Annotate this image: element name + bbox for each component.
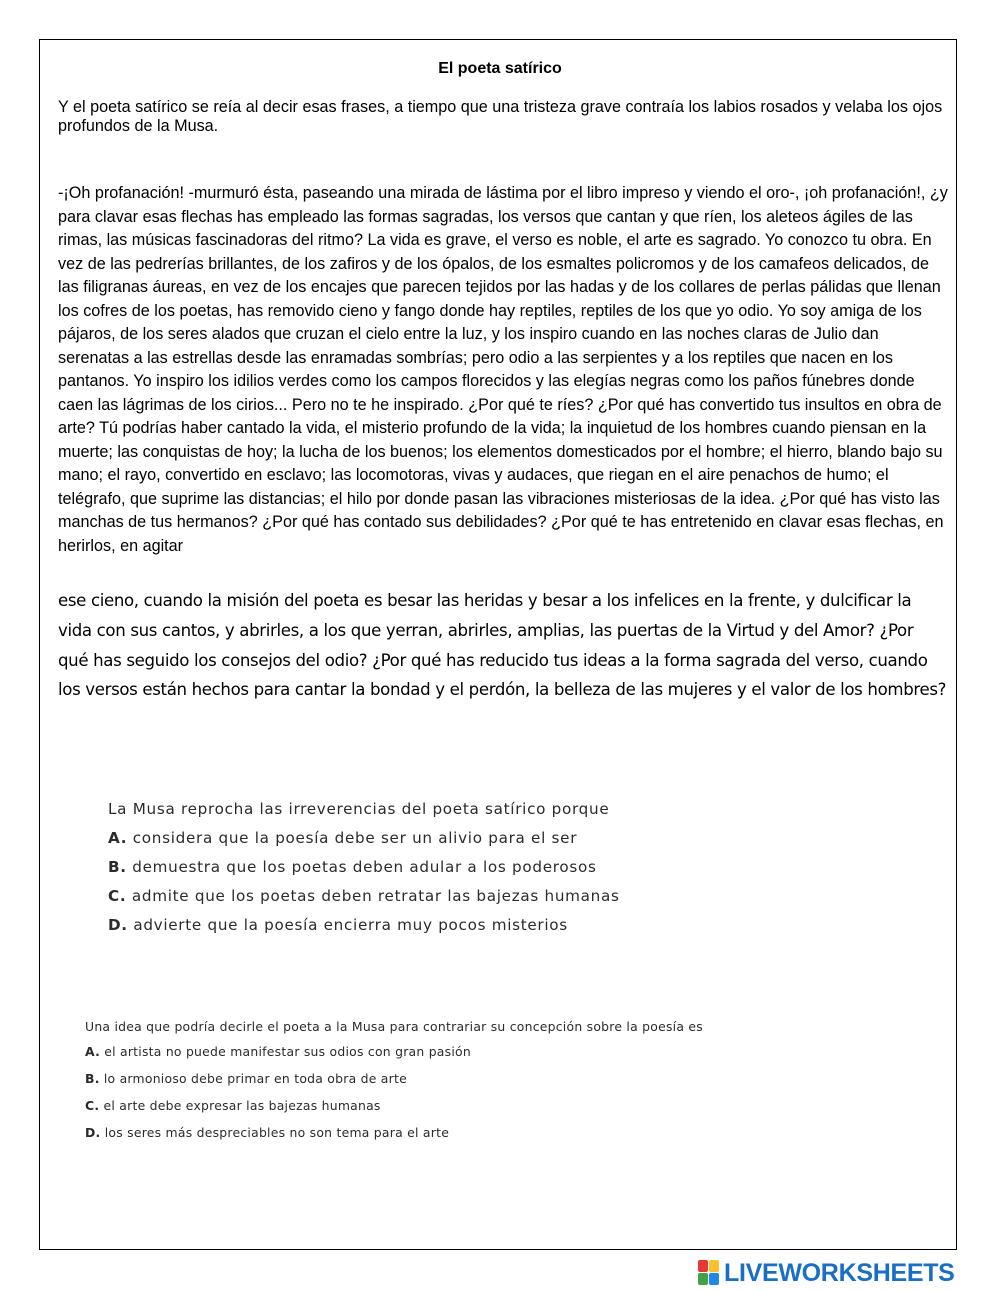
question-1-stem: La Musa reprocha las irreverencias del poeta satírico porque bbox=[108, 800, 610, 818]
question-2-option-a[interactable] bbox=[85, 1044, 805, 1071]
option-letter: C. bbox=[108, 887, 127, 905]
logo-wordmark: LIVEWORKSHEETS bbox=[724, 1258, 955, 1287]
logo-tile-blue bbox=[709, 1273, 719, 1285]
question-2-option-c[interactable] bbox=[85, 1098, 805, 1125]
intro-paragraph: Y el poeta satírico se reía al decir esas frases, a tiempo que una tristeza grave contraía los labios rosados y velaba los ojos profundos de la Musa. bbox=[58, 98, 943, 135]
option-letter: A. bbox=[108, 829, 128, 847]
document-title: El poeta satírico bbox=[438, 60, 562, 77]
option-letter: A. bbox=[85, 1044, 101, 1059]
option-text: el arte debe expresar las bajezas humanas bbox=[103, 1098, 381, 1113]
option-letter: B. bbox=[108, 858, 127, 876]
option-letter: C. bbox=[85, 1098, 100, 1113]
logo-tile-yellow bbox=[709, 1260, 719, 1272]
question-2-stem: Una idea que podría decirle el poeta a la Musa para contrariar su concepción sobre la poesía es bbox=[85, 1019, 703, 1034]
question-2-option-b[interactable] bbox=[85, 1071, 805, 1098]
question-1-option-d[interactable] bbox=[108, 915, 868, 944]
question-2-option-d[interactable] bbox=[85, 1125, 805, 1152]
option-text: demuestra que los poetas deben adular a los poderosos bbox=[132, 858, 597, 876]
question-1-option-c[interactable] bbox=[108, 886, 868, 915]
option-letter: D. bbox=[85, 1125, 101, 1140]
question-1-option-b[interactable] bbox=[108, 857, 868, 886]
liveworksheets-logo-icon bbox=[698, 1260, 720, 1286]
body-paragraph-continued: ese cieno, cuando la misión del poeta es besar las heridas y besar a los infelices en la frente, y dulcificar la vida con sus cantos, y abrirles, a los que yerran, abrirles, amplias, las puertas de la Virtud y del Amor? ¿Por qué has seguido los consejos del odio? ¿Por qué has reducido tus ideas a la forma sagrada del verso, cuando los versos están hechos para cantar la bondad y el perdón, la belleza de las mujeres y el valor de los hombres? bbox=[58, 591, 947, 700]
option-text: admite que los poetas deben retratar las bajezas humanas bbox=[131, 887, 620, 905]
question-1-option-a[interactable] bbox=[108, 828, 868, 857]
option-letter: B. bbox=[85, 1071, 100, 1086]
option-letter: D. bbox=[108, 916, 128, 934]
option-text: considera que la poesía debe ser un alivio para el ser bbox=[132, 829, 578, 847]
question-1 bbox=[108, 799, 868, 944]
logo-tile-red bbox=[698, 1260, 708, 1272]
body-paragraph: -¡Oh profanación! -murmuró ésta, paseando una mirada de lástima por el libro impreso y viendo el oro-, ¡oh profanación!, ¿y para clavar esas flechas has empleado las formas sagradas, los versos que cantan y que ríen, los aleteos ágiles de las rimas, las músicas fascinadoras del ritmo? La vida es grave, el verso es noble, el arte es sagrado. Yo conozco tu obra. En vez de las pedrerías brillantes, de los zafiros y de los ópalos, de los esmaltes policromos y de los camafeos delicados, de las filigranas áureas, en vez de los encajes que parecen tejidos por las hadas y de los collares de perlas pálidas que llenan los cofres de los poetas, has removido cieno y fango donde hay reptiles, reptiles de los que yo odio. Yo soy amiga de los pájaros, de los seres alados que cruzan el cielo entre la luz, y los inspiro cuando en las noches claras de Julio dan serenatas a las estrellas desde las enramadas sombrías; pero odio a las serpientes y a los reptiles que nacen en los pantanos. Yo inspiro los idilios verdes como los campos florecidos y las elegías negras como los paños fúnebres donde caen las lágrimas de los cirios... Pero no te he inspirado. ¿Por qué te ríes? ¿Por qué has convertido tus insultos en obra de arte? Tú podrías haber cantado la vida, el misterio profundo de la vida; la inquietud de los hombres cuando piensan en la muerte; las conquistas de hoy; la lucha de los buenos; los elementos domesticados por el hombre; el hierro, blando bajo su mano; el rayo, convertido en esclavo; las locomotoras, vivas y audaces, que riegan en el aire penachos de humo; el telégrafo, que suprime las distancias; el hilo por donde pasan las vibraciones misteriosas de la idea. ¿Por qué has visto las manchas de tus hermanos? ¿Por qué has contado sus debilidades? ¿Por qué te has entretenido en clavar esas flechas, en herirlos, en agitar bbox=[58, 184, 948, 555]
option-text: el artista no puede manifestar sus odios con gran pasión bbox=[104, 1044, 471, 1059]
option-text: lo armonioso debe primar en toda obra de arte bbox=[103, 1071, 407, 1086]
option-text: los seres más despreciables no son tema para el arte bbox=[104, 1125, 450, 1140]
question-2 bbox=[85, 1019, 805, 1152]
option-text: advierte que la poesía encierra muy pocos misterios bbox=[133, 916, 568, 934]
liveworksheets-logo[interactable] bbox=[698, 1258, 955, 1288]
logo-tile-green bbox=[698, 1273, 708, 1285]
